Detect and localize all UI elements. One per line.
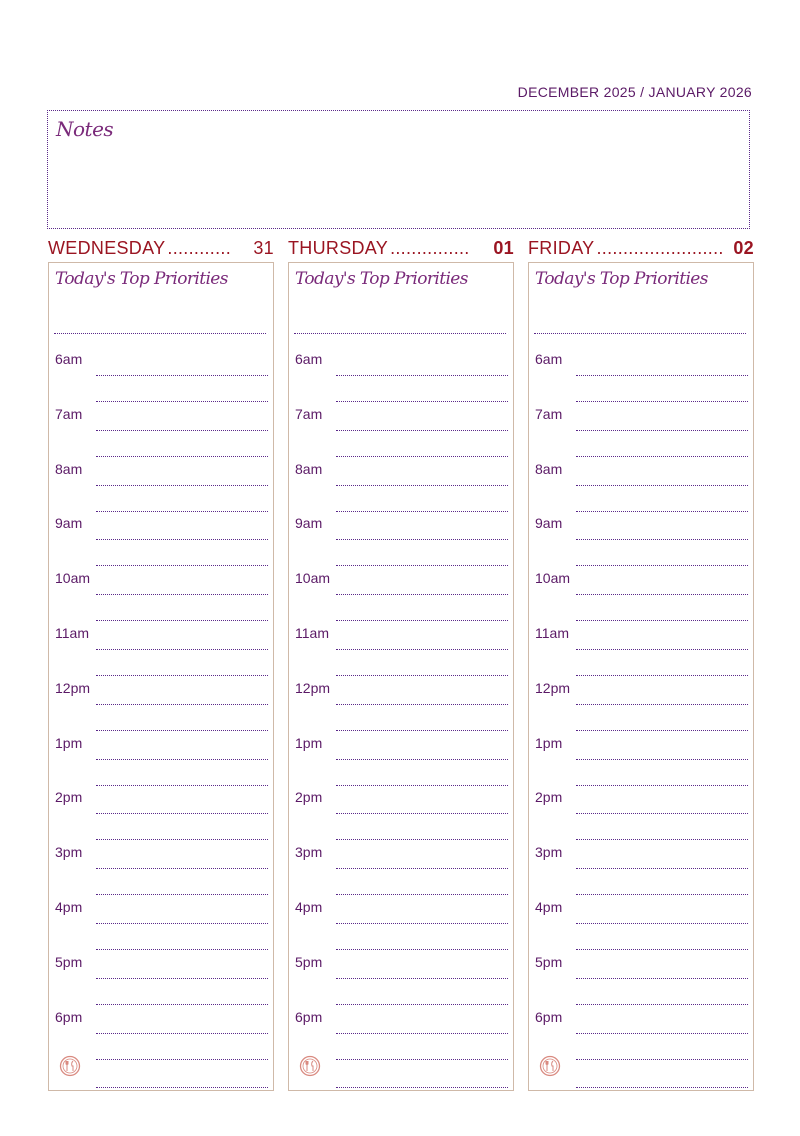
day-header-dots: ........................ bbox=[596, 238, 724, 258]
day-header bbox=[528, 238, 754, 260]
hour-label: 9am bbox=[295, 515, 323, 532]
hour-label: 12pm bbox=[55, 679, 91, 696]
hour-label: 6am bbox=[295, 351, 323, 367]
half-hour-write-line[interactable] bbox=[576, 894, 748, 895]
hour-write-line[interactable] bbox=[96, 813, 268, 814]
hour-label: 7am bbox=[535, 405, 563, 422]
hour-label: 10am bbox=[535, 570, 571, 587]
hour-write-line[interactable] bbox=[336, 649, 508, 650]
hour-label: 1pm bbox=[55, 734, 83, 751]
hour-write-line[interactable] bbox=[336, 485, 508, 486]
day-number: 01 bbox=[493, 238, 514, 258]
hour-write-line[interactable] bbox=[576, 375, 748, 376]
hour-write-line[interactable] bbox=[576, 759, 748, 760]
half-hour-write-line[interactable] bbox=[336, 839, 508, 840]
half-hour-write-line[interactable] bbox=[96, 785, 268, 786]
half-hour-write-line[interactable] bbox=[336, 620, 508, 621]
day-box bbox=[528, 262, 754, 1091]
half-hour-write-line[interactable] bbox=[576, 620, 748, 621]
hour-write-line[interactable] bbox=[96, 1087, 268, 1088]
day-name: FRIDAY bbox=[528, 238, 595, 258]
hour-write-line[interactable] bbox=[576, 649, 748, 650]
hour-write-line[interactable] bbox=[96, 594, 268, 595]
hour-write-line[interactable] bbox=[96, 375, 268, 376]
day-box bbox=[288, 262, 514, 1091]
half-hour-write-line[interactable] bbox=[576, 565, 748, 566]
half-hour-write-line[interactable] bbox=[576, 675, 748, 676]
hour-write-line[interactable] bbox=[336, 594, 508, 595]
fork-knife-badge-icon bbox=[539, 1055, 561, 1077]
day-header-dots: ............... bbox=[390, 238, 470, 258]
hour-label: 9am bbox=[535, 515, 563, 532]
half-hour-write-line[interactable] bbox=[96, 839, 268, 840]
hour-write-line[interactable] bbox=[336, 1033, 508, 1034]
hour-write-line[interactable] bbox=[576, 539, 748, 540]
half-hour-write-line[interactable] bbox=[96, 730, 268, 731]
hour-write-line[interactable] bbox=[576, 485, 748, 486]
hour-write-line[interactable] bbox=[336, 375, 508, 376]
hour-write-line[interactable] bbox=[96, 978, 268, 979]
day-name: THURSDAY bbox=[288, 238, 389, 258]
half-hour-write-line[interactable] bbox=[336, 894, 508, 895]
hour-label: 7am bbox=[55, 405, 83, 422]
hour-label: 4pm bbox=[295, 899, 323, 915]
hour-write-line[interactable] bbox=[336, 430, 508, 431]
hour-write-line[interactable] bbox=[96, 704, 268, 705]
hour-label: 1pm bbox=[535, 734, 563, 751]
hour-label: 3pm bbox=[55, 844, 83, 861]
hour-label: 6am bbox=[535, 351, 563, 367]
half-hour-write-line[interactable] bbox=[576, 1004, 748, 1005]
half-hour-write-line[interactable] bbox=[336, 730, 508, 731]
half-hour-write-line[interactable] bbox=[336, 949, 508, 950]
priorities-label: Today's Top Priorities bbox=[55, 269, 228, 289]
hour-label: 5pm bbox=[55, 953, 83, 970]
hour-write-line[interactable] bbox=[96, 1033, 268, 1034]
hour-label: 2pm bbox=[295, 789, 323, 806]
half-hour-write-line[interactable] bbox=[336, 565, 508, 566]
hour-write-line[interactable] bbox=[336, 813, 508, 814]
hour-label: 6pm bbox=[535, 1008, 563, 1025]
hour-write-line[interactable] bbox=[576, 813, 748, 814]
half-hour-write-line[interactable] bbox=[96, 401, 268, 402]
fork-knife-badge-icon bbox=[299, 1055, 321, 1077]
hour-write-line[interactable] bbox=[576, 1087, 748, 1088]
half-hour-write-line[interactable] bbox=[336, 511, 508, 512]
hour-label: 7am bbox=[295, 405, 323, 422]
half-hour-write-line[interactable] bbox=[336, 1004, 508, 1005]
half-hour-write-line[interactable] bbox=[96, 675, 268, 676]
hour-label: 10am bbox=[55, 570, 91, 587]
half-hour-write-line[interactable] bbox=[576, 456, 748, 457]
hour-write-line[interactable] bbox=[96, 539, 268, 540]
date-range-header: DECEMBER 2025 / JANUARY 2026 bbox=[517, 84, 752, 100]
hour-label: 2pm bbox=[535, 789, 563, 806]
hour-write-line[interactable] bbox=[96, 485, 268, 486]
hour-write-line[interactable] bbox=[96, 868, 268, 869]
hour-write-line[interactable] bbox=[576, 923, 748, 924]
hour-label: 8am bbox=[535, 460, 563, 477]
hour-write-line[interactable] bbox=[336, 923, 508, 924]
notes-box[interactable] bbox=[47, 110, 750, 229]
half-hour-write-line[interactable] bbox=[336, 1059, 508, 1060]
day-box bbox=[48, 262, 274, 1091]
fork-knife-badge-icon bbox=[59, 1055, 81, 1077]
day-column-wednesday bbox=[48, 238, 274, 1025]
hour-label: 8am bbox=[295, 460, 323, 477]
hour-label: 9am bbox=[55, 515, 83, 532]
hour-write-line[interactable] bbox=[576, 1033, 748, 1034]
hour-write-line[interactable] bbox=[96, 759, 268, 760]
hour-write-line[interactable] bbox=[576, 594, 748, 595]
hour-label: 4pm bbox=[535, 899, 563, 915]
day-name: WEDNESDAY bbox=[48, 238, 166, 258]
hour-label: 2pm bbox=[55, 789, 83, 806]
half-hour-write-line[interactable] bbox=[96, 1004, 268, 1005]
hour-label: 1pm bbox=[295, 734, 323, 751]
hour-label: 4pm bbox=[55, 899, 83, 915]
half-hour-write-line[interactable] bbox=[96, 620, 268, 621]
hour-label: 3pm bbox=[535, 844, 563, 861]
half-hour-write-line[interactable] bbox=[96, 949, 268, 950]
half-hour-write-line[interactable] bbox=[336, 675, 508, 676]
priorities-label: Today's Top Priorities bbox=[295, 269, 468, 289]
half-hour-write-line[interactable] bbox=[576, 730, 748, 731]
day-header bbox=[288, 238, 514, 260]
hour-write-line[interactable] bbox=[336, 868, 508, 869]
hour-write-line[interactable] bbox=[336, 1087, 508, 1088]
half-hour-write-line[interactable] bbox=[336, 456, 508, 457]
hour-label: 6pm bbox=[55, 1008, 83, 1025]
hour-label: 6pm bbox=[295, 1008, 323, 1025]
hour-label: 12pm bbox=[295, 679, 331, 696]
hour-write-line[interactable] bbox=[336, 978, 508, 979]
priorities-line[interactable] bbox=[534, 333, 746, 334]
day-column-thursday bbox=[288, 238, 514, 1025]
half-hour-write-line[interactable] bbox=[576, 1059, 748, 1060]
hour-label: 8am bbox=[55, 460, 83, 477]
notes-label: Notes bbox=[56, 117, 114, 141]
hour-label: 5pm bbox=[535, 953, 563, 970]
hour-write-line[interactable] bbox=[336, 759, 508, 760]
hour-label: 10am bbox=[295, 570, 331, 587]
hour-write-line[interactable] bbox=[96, 649, 268, 650]
half-hour-write-line[interactable] bbox=[336, 785, 508, 786]
half-hour-write-line[interactable] bbox=[576, 949, 748, 950]
half-hour-write-line[interactable] bbox=[96, 511, 268, 512]
hour-write-line[interactable] bbox=[96, 923, 268, 924]
hour-label: 3pm bbox=[295, 844, 323, 861]
hour-write-line[interactable] bbox=[576, 868, 748, 869]
day-column-friday bbox=[528, 238, 754, 1025]
hour-label: 12pm bbox=[535, 679, 571, 696]
half-hour-write-line[interactable] bbox=[96, 894, 268, 895]
day-number: 02 bbox=[733, 238, 754, 258]
day-header-dots: ............ bbox=[167, 238, 232, 258]
hour-label: 11am bbox=[55, 625, 89, 641]
priorities-line[interactable] bbox=[294, 333, 506, 334]
priorities-line[interactable] bbox=[54, 333, 266, 334]
half-hour-write-line[interactable] bbox=[96, 456, 268, 457]
priorities-label: Today's Top Priorities bbox=[535, 269, 708, 289]
hour-label: 5pm bbox=[295, 953, 323, 970]
half-hour-write-line[interactable] bbox=[576, 511, 748, 512]
hour-label: 11am bbox=[295, 625, 329, 641]
hour-write-line[interactable] bbox=[576, 430, 748, 431]
half-hour-write-line[interactable] bbox=[576, 401, 748, 402]
half-hour-write-line[interactable] bbox=[96, 565, 268, 566]
hour-write-line[interactable] bbox=[96, 430, 268, 431]
hour-write-line[interactable] bbox=[336, 539, 508, 540]
hour-label: 6am bbox=[55, 351, 83, 367]
half-hour-write-line[interactable] bbox=[96, 1059, 268, 1060]
hour-label: 11am bbox=[535, 625, 569, 641]
half-hour-write-line[interactable] bbox=[576, 839, 748, 840]
half-hour-write-line[interactable] bbox=[576, 785, 748, 786]
hour-write-line[interactable] bbox=[336, 704, 508, 705]
hour-write-line[interactable] bbox=[576, 704, 748, 705]
day-header bbox=[48, 238, 274, 260]
hour-write-line[interactable] bbox=[576, 978, 748, 979]
half-hour-write-line[interactable] bbox=[336, 401, 508, 402]
day-number: 31 bbox=[253, 238, 274, 258]
